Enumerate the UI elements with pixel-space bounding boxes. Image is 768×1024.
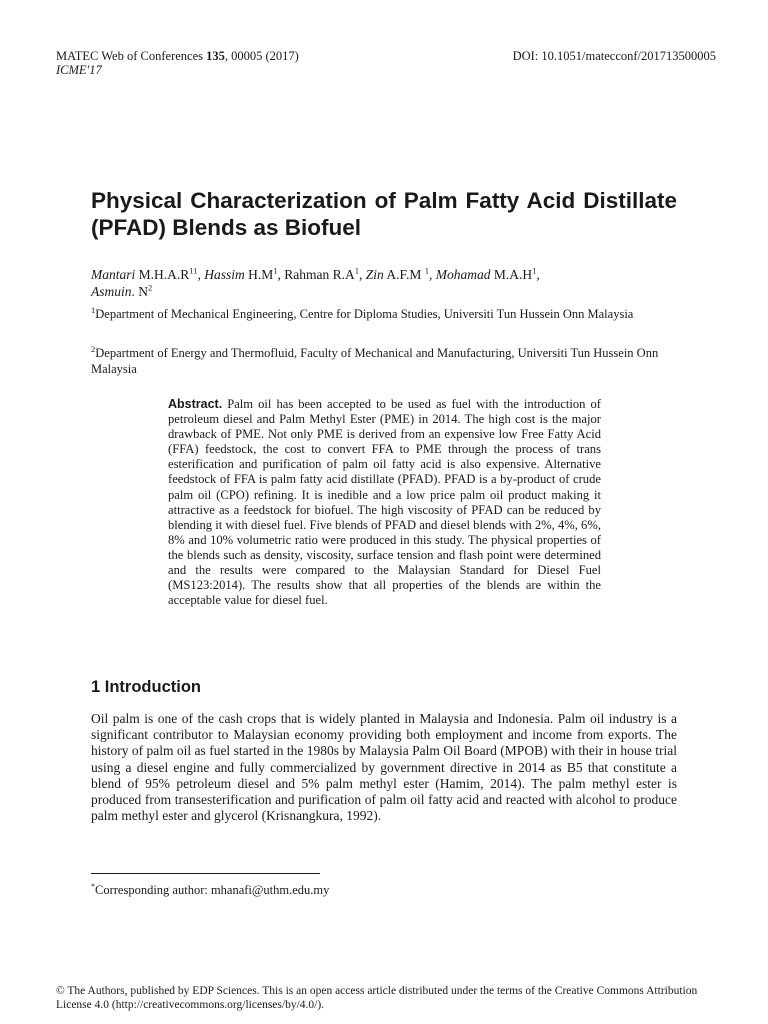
footnote-text: Corresponding author: mhanafi@uthm.edu.my xyxy=(95,883,330,897)
author: Asmuin. $N^2$ xyxy=(91,282,153,299)
footnote-divider xyxy=(91,873,320,874)
license-notice: © The Authors, published by EDP Sciences. This is an open access article distributed under the terms of the Creative Commons Attribution License 4.0 (http://creativecommons.org/licenses/by/4.0/). xyxy=(56,985,698,1011)
author: Rahman $R.A^1$, xyxy=(284,265,366,282)
body-paragraph: Oil palm is one of the cash crops that is widely planted in Malaysia and Indonesia. Palm oil industry is a significant contributor to Malaysian economy providing both employment and income from exports. The history of palm oil as fuel started in the 1980s by Malaysia Palm Oil Board (MPOB) with their in house trial using a diesel engine and fully commercialized by government directive in 2014 as B5 that constitute a blend of 95% petroleum diesel and 5% palm methyl ester (Hamim, 2014). The palm methyl ester is produced from transesterification and purification of palm oil fatty acid and reacted with alcohol to produce palm methyl ester and glycerol (Krisnangkura, 1992). xyxy=(91,711,677,824)
affiliation-mark: 2 xyxy=(91,343,96,354)
author: Hassim $H.M^1$, xyxy=(204,265,285,282)
author: Mantari $M.H.A.R^{11}$, xyxy=(91,265,205,282)
footnote-mark: * xyxy=(91,881,95,891)
affiliation xyxy=(91,306,681,322)
author: Zin A.F.M $^1$, xyxy=(365,265,436,282)
journal-name: MATEC Web of Conferences xyxy=(56,49,207,63)
affiliation-text: Department of Mechanical Engineering, Centre for Diploma Studies, Universiti Tun Hussein Onn Malaysia xyxy=(95,307,634,321)
journal-citation xyxy=(56,49,299,63)
author: Mohamad $M.A.H^1$, xyxy=(435,265,540,282)
author-list xyxy=(91,266,691,300)
journal-volume: 135 xyxy=(206,49,225,63)
doi: DOI: 10.1051/matecconf/201713500005 xyxy=(512,49,716,63)
footnote xyxy=(91,883,329,898)
abstract-text: Palm oil has been accepted to be used as fuel with the introduction of petroleum diesel and Palm Methyl Ester (PME) in 2014. The high cost is the major drawback of PME. Not only PME is derived from an expensive low Free Fatty Acid (FFA) feedstock, the cost to convert FFA to PME through the process of trans esterification and purification of palm oil fatty acid is also expensive. Alternative feedstock of FFA is palm fatty acid distillate (PFAD). PFAD is a by-product of crude palm oil (CPO) refining. It is inedible and a low price palm oil product making it attractive as a feedstock for biofuel. The high viscosity of PFAD can be reduced by blending it with diesel fuel. Five blends of PFAD and diesel blends with 2%, 4%, 6%, 8% and 10% volumetric ratio were produced in this study. The physical properties of the blends such as density, viscosity, surface tension and flash point were determined and the results were compared to the Malaysian Standard for Diesel Fuel (MS123:2014). The results show that all properties of the blends are within the acceptable value for diesel fuel. xyxy=(168,397,601,608)
abstract xyxy=(168,397,601,608)
affiliation-text: Department of Energy and Thermofluid, Faculty of Mechanical and Manufacturing, Universiti Tun Hussein Onn Malaysia xyxy=(91,346,659,376)
journal-article: , 00005 (2017) xyxy=(224,49,299,63)
affiliation xyxy=(91,345,681,377)
abstract-label: Abstract. xyxy=(168,397,223,411)
paper-title: Physical Characterization of Palm Fatty Acid Distillate (PFAD) Blends as Biofuel xyxy=(91,188,677,240)
affiliation-mark: 1 xyxy=(91,304,96,315)
section-heading: 1 Introduction xyxy=(91,678,201,696)
conference-name: ICME'17 xyxy=(56,63,102,77)
